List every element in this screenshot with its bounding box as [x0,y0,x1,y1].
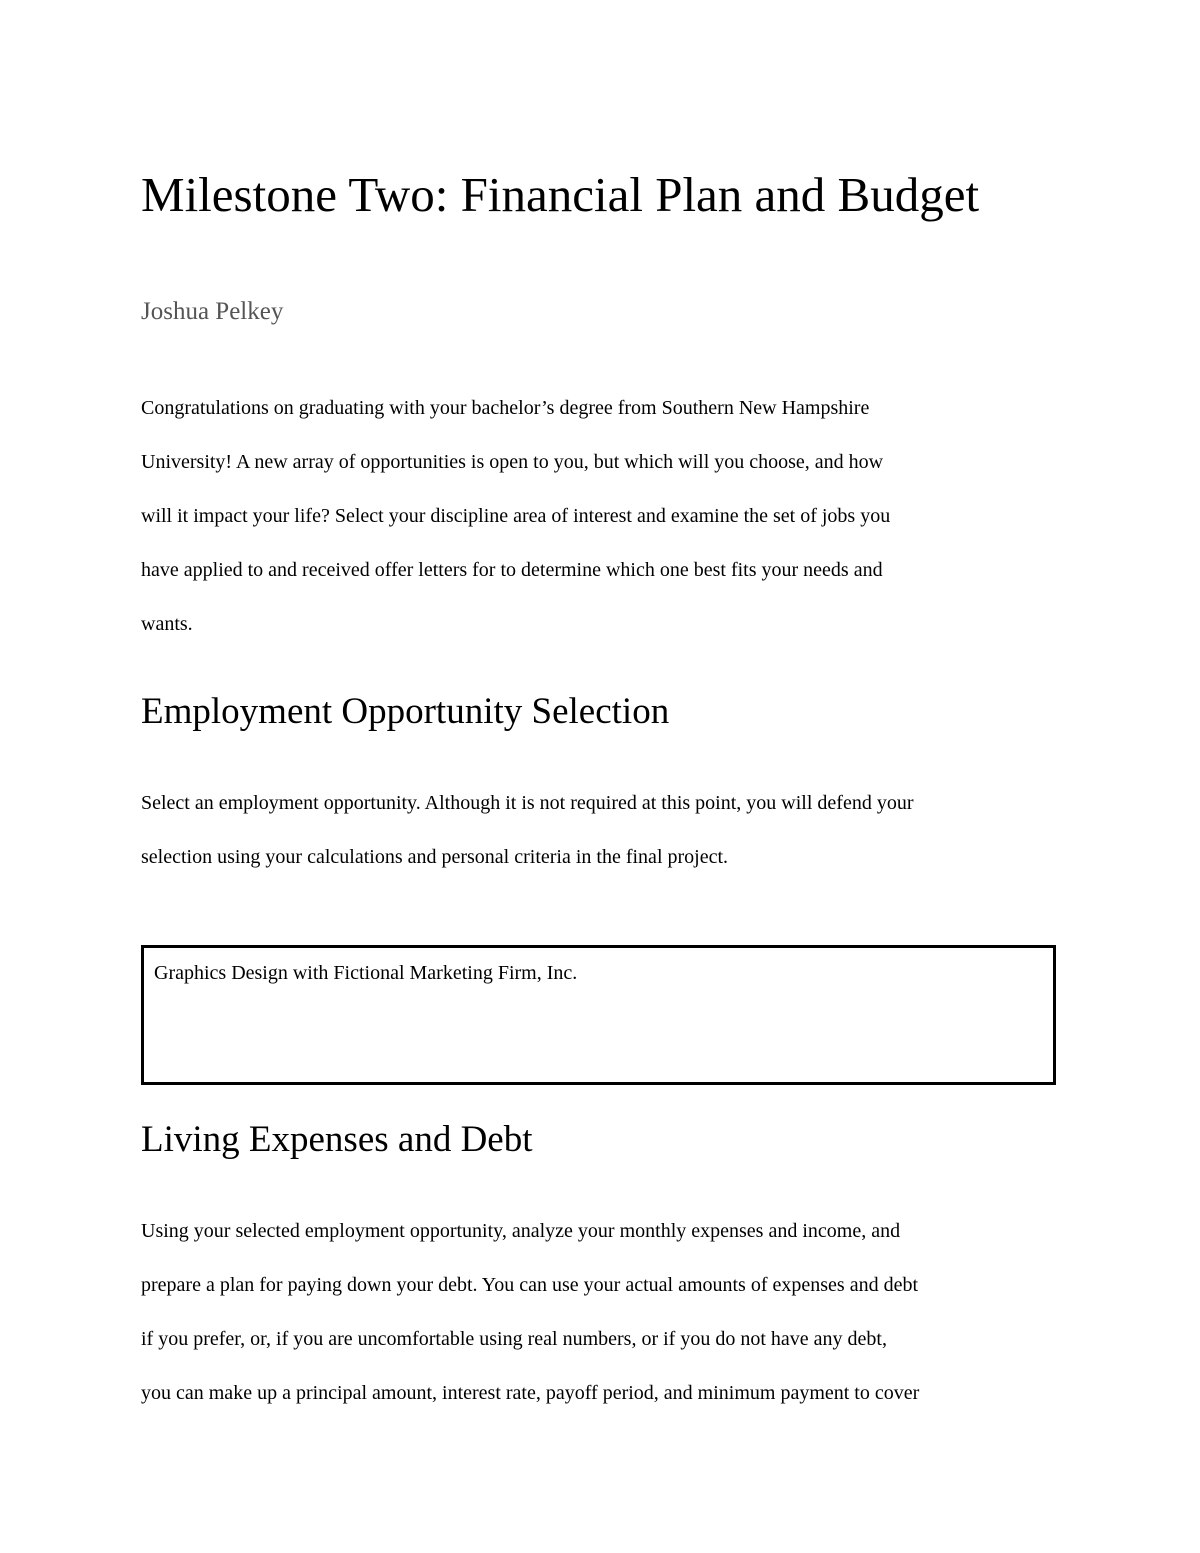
living-expenses-line: Using your selected employment opportunity, analyze your monthly expenses and income, and [141,1220,901,1242]
document-title: Milestone Two: Financial Plan and Budget [141,167,980,222]
living-expenses-line: prepare a plan for paying down your debt. You can use your actual amounts of expenses and debt [141,1274,919,1296]
intro-line: wants. [141,613,193,635]
employment-response-box[interactable] [141,945,1056,1085]
intro-line: will it impact your life? Select your discipline area of interest and examine the set of jobs you [141,505,891,527]
section-heading-living-expenses: Living Expenses and Debt [141,1119,533,1160]
employment-response-text: Graphics Design with Fictional Marketing Firm, Inc. [154,962,578,984]
living-expenses-line: if you prefer, or, if you are uncomfortable using real numbers, or if you do not have any debt, [141,1328,887,1350]
section-heading-employment: Employment Opportunity Selection [141,691,670,732]
living-expenses-paragraph [141,1204,1071,1420]
intro-paragraph [141,381,1071,651]
intro-line: University! A new array of opportunities is open to you, but which will you choose, and how [141,451,884,473]
employment-paragraph [141,776,1071,884]
intro-line: Congratulations on graduating with your bachelor’s degree from Southern New Hampshire [141,397,870,419]
living-expenses-line: you can make up a principal amount, interest rate, payoff period, and minimum payment to cover [141,1382,920,1404]
employment-line: Select an employment opportunity. Although it is not required at this point, you will defend your [141,792,914,814]
employment-line: selection using your calculations and personal criteria in the final project. [141,846,729,868]
author-name: Joshua Pelkey [141,298,284,325]
intro-line: have applied to and received offer letters for to determine which one best fits your needs and [141,559,883,581]
